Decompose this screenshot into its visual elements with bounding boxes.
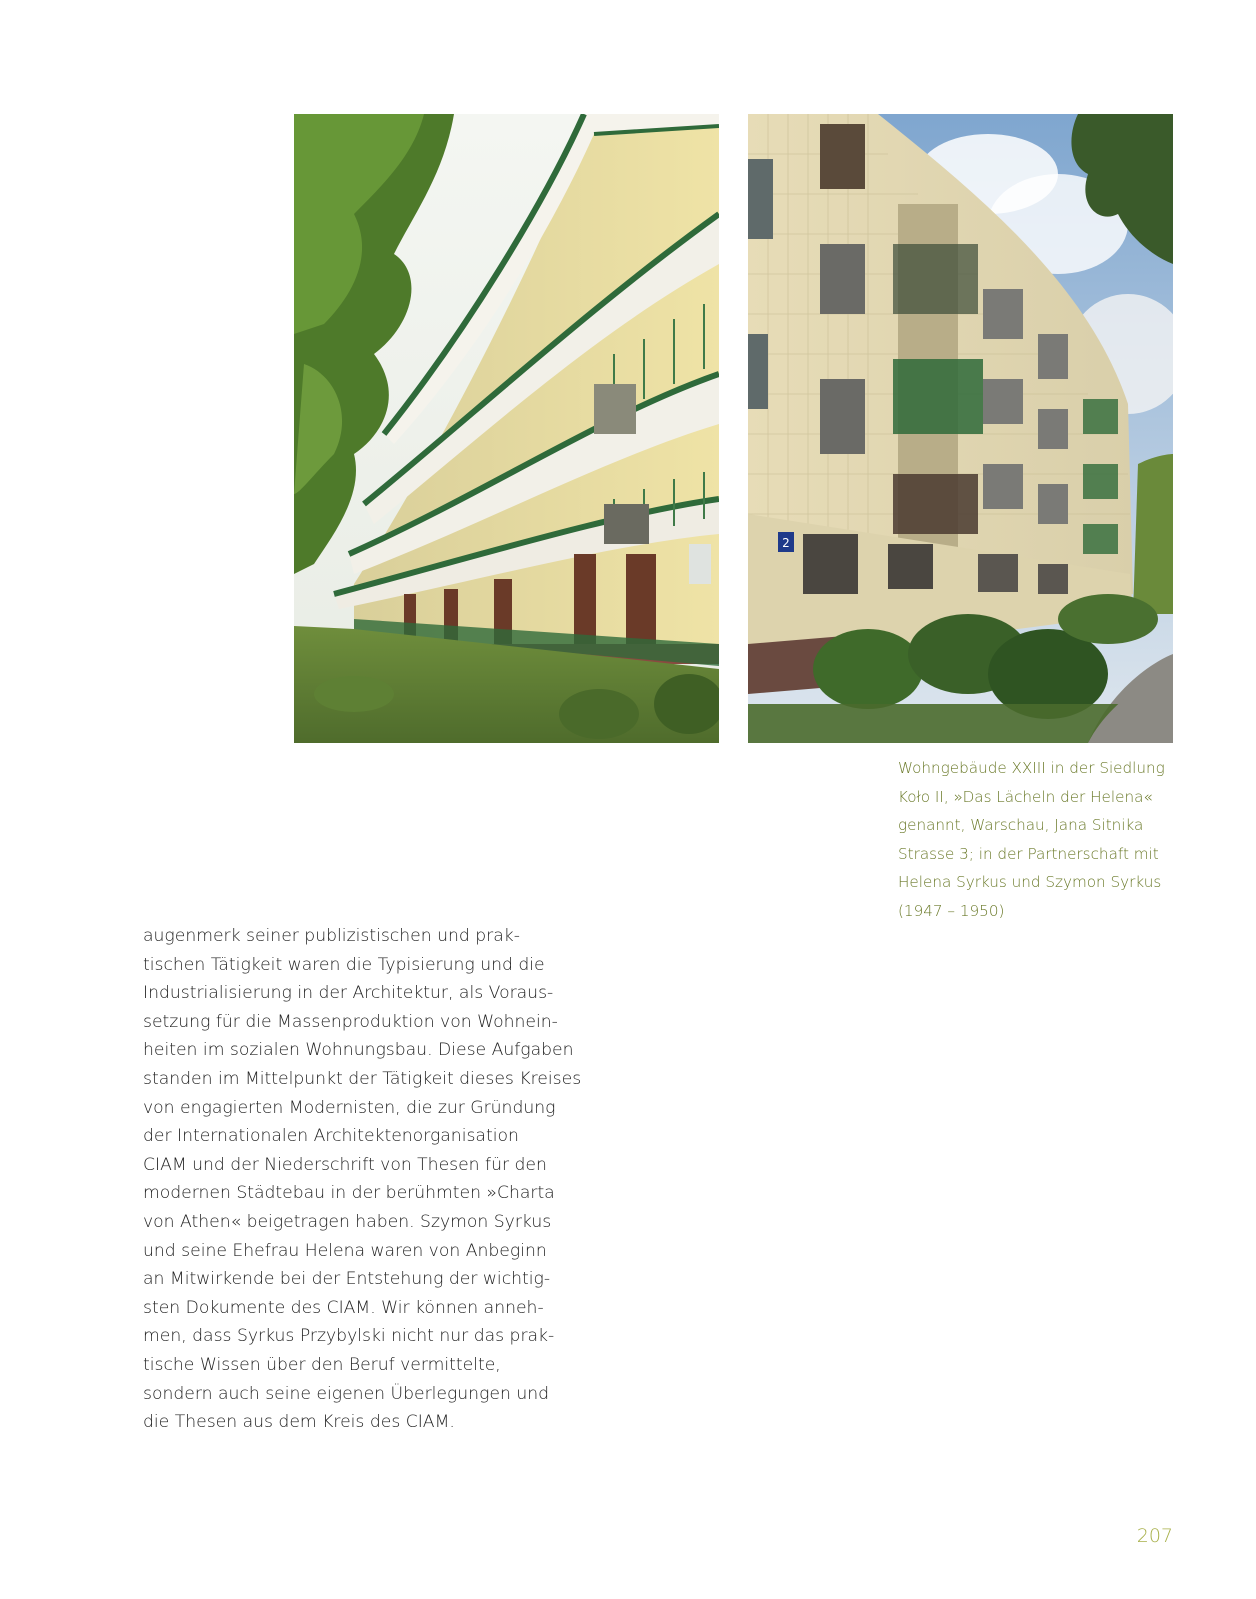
body-line: heiten im sozialen Wohnungsbau. Diese Aufgaben: [143, 1040, 574, 1061]
photo-curved-balconies: [294, 114, 719, 743]
body-line: und seine Ehefrau Helena waren von Anbeginn: [143, 1240, 547, 1261]
body-line: sondern auch seine eigenen Überlegungen und: [143, 1383, 550, 1404]
photo-tiled-facade: [748, 114, 1173, 743]
house-number-plate: 2: [782, 536, 790, 550]
body-line: Industrialisierung in der Architektur, als Voraus-: [143, 983, 554, 1004]
body-line: augenmerk seiner publizistischen und prak-: [143, 926, 520, 946]
body-line: die Thesen aus dem Kreis des CIAM.: [143, 1412, 455, 1433]
body-line: von engagierten Modernisten, die zur Gründung: [143, 1097, 556, 1118]
body-line: standen im Mittelpunkt der Tätigkeit dieses Kreises: [143, 1068, 582, 1089]
body-line: an Mitwirkende bei der Entstehung der wichtig-: [143, 1269, 551, 1290]
body-paragraph: [143, 922, 583, 1437]
body-line: modernen Städtebau in der berühmten »Charta: [143, 1183, 555, 1204]
curved-balcony-facade-photo: [294, 114, 719, 743]
caption-line: genannt, Warschau, Jana Sitnika: [898, 816, 1144, 835]
page-number: 207: [1136, 1525, 1173, 1547]
body-line: CIAM und der Niederschrift von Thesen für den: [143, 1154, 547, 1175]
body-line: von Athen« beigetragen haben. Szymon Syrkus: [143, 1211, 552, 1232]
caption-line: Helena Syrkus und Szymon Syrkus: [898, 873, 1162, 892]
body-line: tische Wissen über den Beruf vermittelte,: [143, 1354, 501, 1375]
body-line: sten Dokumente des CIAM. Wir können anneh-: [143, 1297, 544, 1318]
tiled-facade-with-balconies-photo: [748, 114, 1173, 743]
photo-caption: [898, 754, 1188, 926]
caption-line: (1947 – 1950): [898, 901, 1005, 920]
body-line: men, dass Syrkus Przybylski nicht nur das prak-: [143, 1326, 555, 1347]
body-line: setzung für die Massenproduktion von Wohnein-: [143, 1011, 558, 1032]
caption-line: Strasse 3; in der Partnerschaft mit: [898, 844, 1159, 863]
caption-line: Koło II, »Das Lächeln der Helena«: [898, 787, 1153, 806]
body-line: tischen Tätigkeit waren die Typisierung und die: [143, 954, 545, 975]
body-line: der Internationalen Architektenorganisation: [143, 1126, 519, 1147]
caption-line: Wohngebäude XXIII in der Siedlung: [898, 759, 1165, 777]
